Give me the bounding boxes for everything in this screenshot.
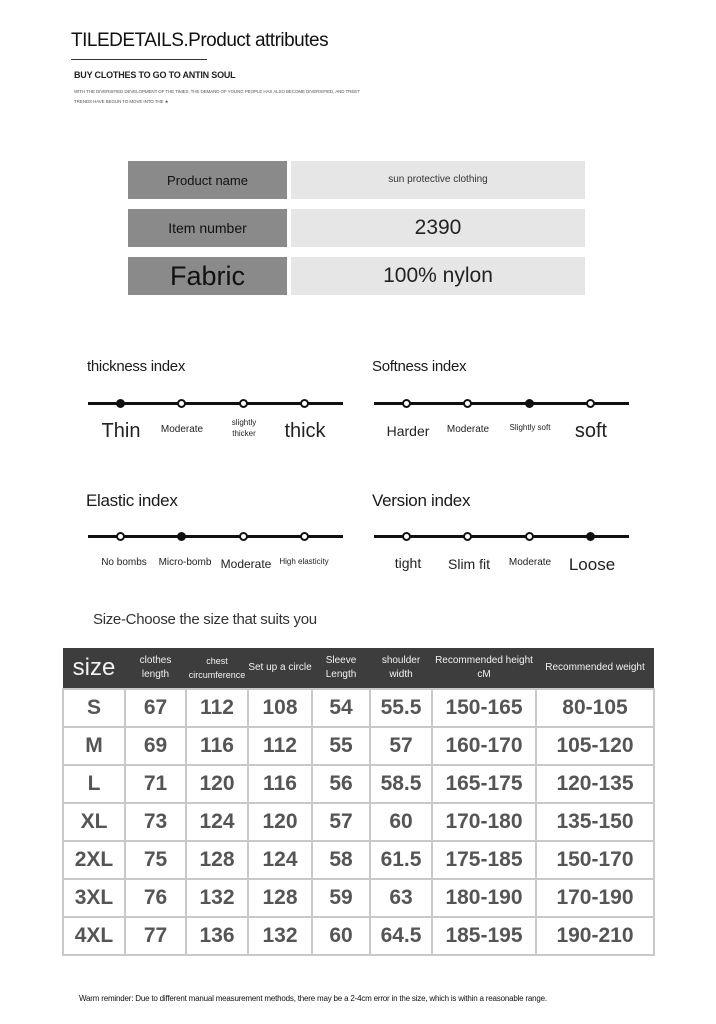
weight-cell: 170-190 — [536, 879, 654, 917]
header-set-up-circle-text: Set up a circle — [248, 662, 312, 673]
clothes-length-cell: 67 — [125, 689, 186, 727]
elastic-label-no-bombs: No bombs — [101, 557, 147, 568]
size-cell: L — [63, 765, 125, 803]
sleeve-cell: 56 — [312, 765, 370, 803]
size-cell: 3XL — [63, 879, 125, 917]
chest-cell: 112 — [186, 689, 248, 727]
header-sleeve-length-text: Sleeve Length — [325, 655, 357, 680]
shoulder-cell: 55.5 — [370, 689, 432, 727]
table-row — [63, 727, 654, 765]
thickness-label-thin: Thin — [101, 420, 141, 442]
height-cell: 165-175 — [432, 765, 536, 803]
shoulder-cell: 57 — [370, 727, 432, 765]
height-cell: 170-180 — [432, 803, 536, 841]
version-dot-moderate — [525, 532, 534, 541]
attr-value-fabric: 100% nylon — [291, 257, 585, 295]
softness-dot-moderate — [463, 399, 472, 408]
height-cell: 175-185 — [432, 841, 536, 879]
header-set-up-circle — [248, 648, 312, 689]
weight-cell: 150-170 — [536, 841, 654, 879]
brand-blurb: WITH THE DIVERSIFIED DEVELOPMENT OF THE TIMES, THE DEMAND OF YOUNG PEOPLE HAS ALSO BECOME DIVERSIFIED, AND TREET TRENDS HAVE BEGUN TO MOVE INTO THE ★ — [74, 89, 360, 104]
header-recommended-weight-text: Recommended weight — [545, 662, 645, 673]
header-size: size — [63, 648, 125, 689]
clothes-length-cell: 75 — [125, 841, 186, 879]
measurement-warning: Warm reminder: Due to different manual measurement methods, there may be a 2-4cm error in the size, which is within a reasonable range. — [79, 994, 547, 1003]
elastic-dot-micro-bomb-selected — [177, 532, 186, 541]
version-index-title: Version index — [372, 491, 471, 510]
thickness-dot-thick — [300, 399, 309, 408]
size-cell: S — [63, 689, 125, 727]
attr-label-product-name: Product name — [128, 161, 287, 199]
shoulder-cell: 58.5 — [370, 765, 432, 803]
attr-label-fabric: Fabric — [128, 257, 287, 295]
version-label-tight: tight — [394, 555, 422, 571]
clothes-length-cell: 69 — [125, 727, 186, 765]
size-chart-header-row — [63, 648, 654, 689]
circle-cell: 124 — [248, 841, 312, 879]
sleeve-cell: 59 — [312, 879, 370, 917]
elastic-dot-moderate — [239, 532, 248, 541]
page-title: TILEDETAILS.Product attributes — [71, 30, 329, 51]
chest-cell: 120 — [186, 765, 248, 803]
elastic-dot-high-elasticity — [300, 532, 309, 541]
chest-cell: 136 — [186, 917, 248, 955]
version-label-moderate: Moderate — [508, 557, 552, 568]
size-cell: M — [63, 727, 125, 765]
size-cell: 4XL — [63, 917, 125, 955]
shoulder-cell: 60 — [370, 803, 432, 841]
version-dot-tight — [402, 532, 411, 541]
thickness-label-thick: thick — [284, 420, 326, 442]
table-row — [63, 917, 654, 955]
table-row — [63, 841, 654, 879]
header-recommended-height — [432, 648, 536, 689]
size-cell: XL — [63, 803, 125, 841]
height-cell: 185-195 — [432, 917, 536, 955]
chest-cell: 128 — [186, 841, 248, 879]
circle-cell: 116 — [248, 765, 312, 803]
header-recommended-weight — [536, 648, 654, 689]
thickness-label-moderate: Moderate — [160, 424, 204, 435]
table-row — [63, 879, 654, 917]
chest-cell: 124 — [186, 803, 248, 841]
softness-dot-harder — [402, 399, 411, 408]
shoulder-cell: 64.5 — [370, 917, 432, 955]
weight-cell: 135-150 — [536, 803, 654, 841]
weight-cell: 80-105 — [536, 689, 654, 727]
elastic-label-moderate: Moderate — [220, 557, 272, 571]
table-row — [63, 689, 654, 727]
header-chest-circumference — [186, 648, 248, 689]
shoulder-cell: 63 — [370, 879, 432, 917]
sleeve-cell: 60 — [312, 917, 370, 955]
clothes-length-cell: 71 — [125, 765, 186, 803]
table-row — [63, 765, 654, 803]
header-clothes-length — [125, 648, 186, 689]
elastic-label-micro-bomb: Micro-bomb — [158, 557, 212, 568]
circle-cell: 132 — [248, 917, 312, 955]
sleeve-cell: 58 — [312, 841, 370, 879]
softness-label-harder: Harder — [386, 423, 430, 439]
sleeve-cell: 54 — [312, 689, 370, 727]
softness-label-slightly-soft: Slightly soft — [509, 423, 551, 432]
height-cell: 150-165 — [432, 689, 536, 727]
table-row — [63, 803, 654, 841]
sleeve-cell: 55 — [312, 727, 370, 765]
size-chart-caption: Size-Choose the size that suits you — [93, 611, 317, 628]
header-sleeve-length — [312, 648, 370, 689]
height-cell: 160-170 — [432, 727, 536, 765]
header-shoulder-width — [370, 648, 432, 689]
shoulder-cell: 61.5 — [370, 841, 432, 879]
attr-value-item-number: 2390 — [291, 209, 585, 247]
title-underline — [71, 59, 207, 60]
size-cell: 2XL — [63, 841, 125, 879]
thickness-dot-thin-selected — [116, 399, 125, 408]
clothes-length-cell: 76 — [125, 879, 186, 917]
elastic-dot-no-bombs — [116, 532, 125, 541]
thickness-dot-moderate — [177, 399, 186, 408]
thickness-label-slightly-thicker: slightly thicker — [231, 418, 257, 438]
weight-cell: 105-120 — [536, 727, 654, 765]
softness-index-title: Softness index — [372, 358, 467, 375]
circle-cell: 108 — [248, 689, 312, 727]
weight-cell: 120-135 — [536, 765, 654, 803]
clothes-length-cell: 73 — [125, 803, 186, 841]
version-label-slim-fit: Slim fit — [448, 556, 490, 572]
softness-dot-soft — [586, 399, 595, 408]
softness-dot-slightly-soft-selected — [525, 399, 534, 408]
attr-label-item-number: Item number — [128, 209, 287, 247]
weight-cell: 190-210 — [536, 917, 654, 955]
circle-cell: 120 — [248, 803, 312, 841]
softness-label-moderate: Moderate — [446, 424, 490, 435]
elastic-index-title: Elastic index — [86, 491, 178, 510]
chest-cell: 116 — [186, 727, 248, 765]
clothes-length-cell: 77 — [125, 917, 186, 955]
header-shoulder-width-text: shoulder width — [381, 655, 421, 680]
brand-subheading: BUY CLOTHES TO GO TO ANTIN SOUL — [74, 70, 236, 80]
thickness-dot-slightly-thicker — [239, 399, 248, 408]
height-cell: 180-190 — [432, 879, 536, 917]
size-chart-table — [62, 648, 655, 956]
sleeve-cell: 57 — [312, 803, 370, 841]
version-label-loose: Loose — [568, 555, 616, 574]
header-chest-circumference-text: chest circumference — [188, 656, 246, 680]
softness-label-soft: soft — [574, 420, 608, 442]
attr-value-product-name: sun protective clothing — [291, 161, 585, 199]
version-dot-slim-fit — [463, 532, 472, 541]
circle-cell: 112 — [248, 727, 312, 765]
version-dot-loose-selected — [586, 532, 595, 541]
header-clothes-length-text: clothes length — [139, 655, 172, 680]
thickness-index-title: thickness index — [87, 358, 186, 375]
circle-cell: 128 — [248, 879, 312, 917]
chest-cell: 132 — [186, 879, 248, 917]
header-recommended-height-text: Recommended height cM — [435, 655, 533, 680]
elastic-label-high-elasticity: High elasticity — [279, 557, 329, 566]
